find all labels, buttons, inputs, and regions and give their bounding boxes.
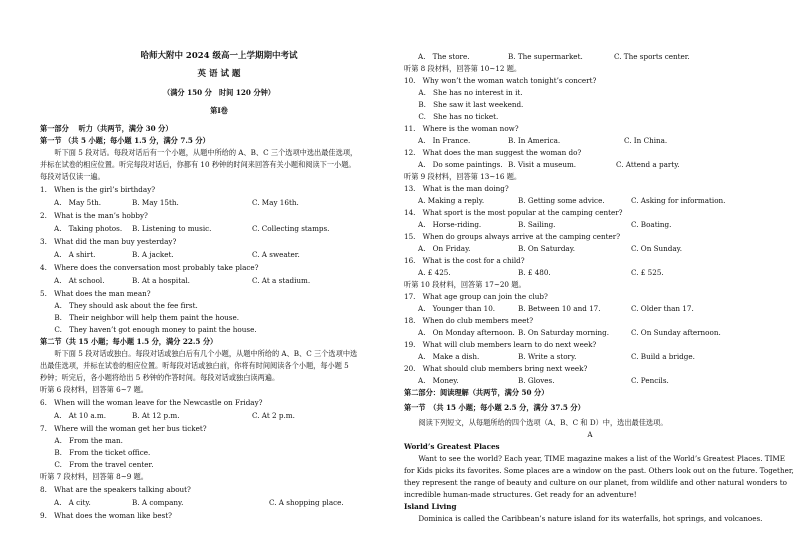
answer-option: B. In America. <box>508 136 561 145</box>
answer-option: A. Making a reply. <box>418 196 485 205</box>
text-line: A. They should ask about the fee first. <box>40 301 198 310</box>
answer-option: C. Older than 17. <box>631 304 694 313</box>
answer-option: B. May 15th. <box>132 198 179 207</box>
text-line: 听第 7 段材料，回答第 8~9 题。 <box>40 472 148 481</box>
text-line: 听下面 5 段对话。每段对话后有一个小题，从题中所给的 A、B、C 三个选项中选出最佳选项， <box>40 148 358 157</box>
text-line: 14. What sport is the most popular at the camping center? <box>404 208 623 217</box>
answer-option: C. On Sunday. <box>631 244 683 253</box>
text-line: C. From the travel center. <box>40 460 154 469</box>
answer-option: A. A shirt. <box>54 250 96 259</box>
text-line: 19. What will club members learn to do next week? <box>404 340 597 349</box>
answer-option: C. Asking for information. <box>631 196 726 205</box>
text-line: A <box>587 430 593 439</box>
text-line: 第一节 （共 5 小题；每小题 1.5 分，满分 7.5 分） <box>40 136 210 145</box>
answer-option: B. A company. <box>132 498 184 507</box>
text-line: they represent the range of beauty and culture on our planet, from wildlife and other natural wonders to <box>404 478 787 487</box>
text-line: Dominica is called the Caribbean’s nature island for its waterfalls, hot springs, and volcanoes. <box>404 514 763 523</box>
text-line: 听下面 5 段对话或独白。每段对话或独白后有几个小题，从题中所给的 A、B、C 三个选项中选 <box>40 349 358 358</box>
text-line: 每段对话仅读一遍。 <box>40 172 105 181</box>
text-line: B. She saw it last weekend. <box>404 100 524 109</box>
answer-option: C. Attend a party. <box>616 160 680 169</box>
text-line: 第一部分 听力（共两节，满分 30 分） <box>40 124 173 133</box>
answer-option: A. In France. <box>418 136 471 145</box>
answer-option: C. Build a bridge. <box>631 352 695 361</box>
answer-option: B. Write a story. <box>518 352 577 361</box>
text-line: 英 语 试 题 <box>197 69 241 79</box>
answer-option: B. A jacket. <box>132 250 174 259</box>
answer-option: B. Gloves. <box>518 376 555 385</box>
text-line: 听第 8 段材料，回答第 10~12 题。 <box>404 64 522 73</box>
text-line: 10. Why won’t the woman watch tonight’s concert? <box>404 76 597 85</box>
text-line: A. She has no interest in it. <box>404 88 523 97</box>
text-line: C. She has no ticket. <box>404 112 499 121</box>
text-line: B. Their neighbor will help them paint the house. <box>40 313 240 322</box>
text-line: Want to see the world? Each year, TIME magazine makes a list of the World’s Greatest Places. TIME <box>404 454 786 463</box>
answer-option: A. At 10 a.m. <box>54 411 107 420</box>
text-line: 13. What is the man doing? <box>404 184 509 193</box>
text-line: 17. What age group can join the club? <box>404 292 548 301</box>
text-line: 听第 10 段材料，回答第 17~20 题。 <box>404 280 526 289</box>
answer-option: B. The supermarket. <box>508 52 583 61</box>
answer-option: A. £ 425. <box>418 268 451 277</box>
answer-option: A. On Monday afternoon. <box>418 328 515 337</box>
answer-option: A. Make a dish. <box>418 352 480 361</box>
text-line: 哈师大附中 2024 级高一上学期期中考试 <box>140 51 298 61</box>
answer-option: B. Getting some advice. <box>518 196 605 205</box>
answer-option: B. Sailing. <box>518 220 556 229</box>
answer-option: A. Taking photos. <box>54 224 123 233</box>
text-line: 6. When will the woman leave for the Newcastle on Friday? <box>40 398 263 407</box>
text-line: 9. What does the woman like best? <box>40 511 173 520</box>
text-line: incredible human-made structures. Get ready for an adventure! <box>404 490 637 499</box>
answer-option: B. Visit a museum. <box>508 160 577 169</box>
text-line: World’s Greatest Places <box>404 442 500 451</box>
text-line: 第二节（共 15 小题；每小题 1.5 分，满分 22.5 分） <box>40 337 218 346</box>
answer-option: C. At 2 p.m. <box>252 411 295 420</box>
text-line: C. They haven’t got enough money to paint the house. <box>40 325 257 334</box>
answer-option: C. A shopping place. <box>269 498 344 507</box>
text-line: A. From the man. <box>40 436 123 445</box>
text-line: 16. What is the cost for a child? <box>404 256 525 265</box>
text-line: 15. When do groups always arrive at the camping center? <box>404 232 621 241</box>
text-line: 第Ⅰ卷 <box>210 106 228 115</box>
answer-option: B. £ 480. <box>518 268 551 277</box>
answer-option: C. In China. <box>624 136 668 145</box>
text-line: 1. When is the girl’s birthday? <box>40 185 156 194</box>
text-line: 20. What should club members bring next week? <box>404 364 588 373</box>
answer-option: A. Younger than 10. <box>418 304 496 313</box>
answer-option: C. May 16th. <box>252 198 299 207</box>
text-line: （满分 150 分 时间 120 分钟） <box>163 88 275 97</box>
text-line: 4. Where does the conversation most probably take place? <box>40 263 259 272</box>
text-line: 出最佳选项，并标在试卷的相应位置。听每段对话或独白前，你将有时间阅读各个小题，每小题 5 <box>40 361 349 370</box>
answer-option: A. Money. <box>418 376 459 385</box>
text-line: 3. What did the man buy yesterday? <box>40 237 177 246</box>
text-line: 18. When do club members meet? <box>404 316 534 325</box>
answer-option: B. At 12 p.m. <box>132 411 180 420</box>
answer-option: C. Collecting stamps. <box>252 224 330 233</box>
answer-option: A. A city. <box>54 498 91 507</box>
text-line: 听第 9 段材料，回答第 13~16 题。 <box>404 172 522 181</box>
answer-option: A. Horse-riding. <box>418 220 482 229</box>
text-line: 5. What does the man mean? <box>40 289 151 298</box>
text-line: 并标在试卷的相应位置。听完每段对话后，你都有 10 秒钟的时间来回答有关小题和阅读下一小题。 <box>40 160 356 169</box>
answer-option: B. On Saturday. <box>518 244 576 253</box>
answer-option: B. Listening to music. <box>132 224 212 233</box>
text-line: 7. Where will the woman get her bus ticket? <box>40 424 207 433</box>
text-line: 阅读下列短文，从每题所给的四个选项（A、B、C 和 D）中，选出最佳选项。 <box>404 418 668 427</box>
text-line: 听第 6 段材料，回答第 6~7 题。 <box>40 385 148 394</box>
text-line: 2. What is the man’s hobby? <box>40 211 148 220</box>
text-line: 第一节 （共 15 小题；每小题 2.5 分，满分 37.5 分） <box>404 403 585 412</box>
text-line: for Kids picks its favorites. Some places are a window on the past. Others look out on the future. Together, <box>404 466 794 475</box>
answer-option: A. At school. <box>54 276 105 285</box>
answer-option: B. Between 10 and 17. <box>518 304 601 313</box>
answer-option: B. On Saturday morning. <box>518 328 610 337</box>
answer-option: C. Pencils. <box>631 376 669 385</box>
answer-option: C. £ 525. <box>631 268 664 277</box>
answer-option: C. On Sunday afternoon. <box>631 328 721 337</box>
answer-option: A. May 5th. <box>54 198 102 207</box>
answer-option: C. A sweater. <box>252 250 300 259</box>
text-line: 第二部分：阅读理解（共两节，满分 50 分） <box>404 388 549 397</box>
answer-option: A. Do some paintings. <box>418 160 503 169</box>
text-line: B. From the ticket office. <box>40 448 151 457</box>
answer-option: A. The store. <box>418 52 470 61</box>
text-line: 秒钟；听完后，各小题将给出 5 秒钟的作答时间。每段对话或独白读两遍。 <box>40 373 280 382</box>
text-line: Island Living <box>404 502 457 511</box>
text-line: 11. Where is the woman now? <box>404 124 519 133</box>
answer-option: C. Boating. <box>631 220 672 229</box>
answer-option: C. The sports center. <box>614 52 690 61</box>
text-line: 8. What are the speakers talking about? <box>40 485 191 494</box>
answer-option: B. At a hospital. <box>132 276 190 285</box>
answer-option: C. At a stadium. <box>252 276 311 285</box>
text-line: 12. What does the man suggest the woman do? <box>404 148 582 157</box>
answer-option: A. On Friday. <box>418 244 471 253</box>
